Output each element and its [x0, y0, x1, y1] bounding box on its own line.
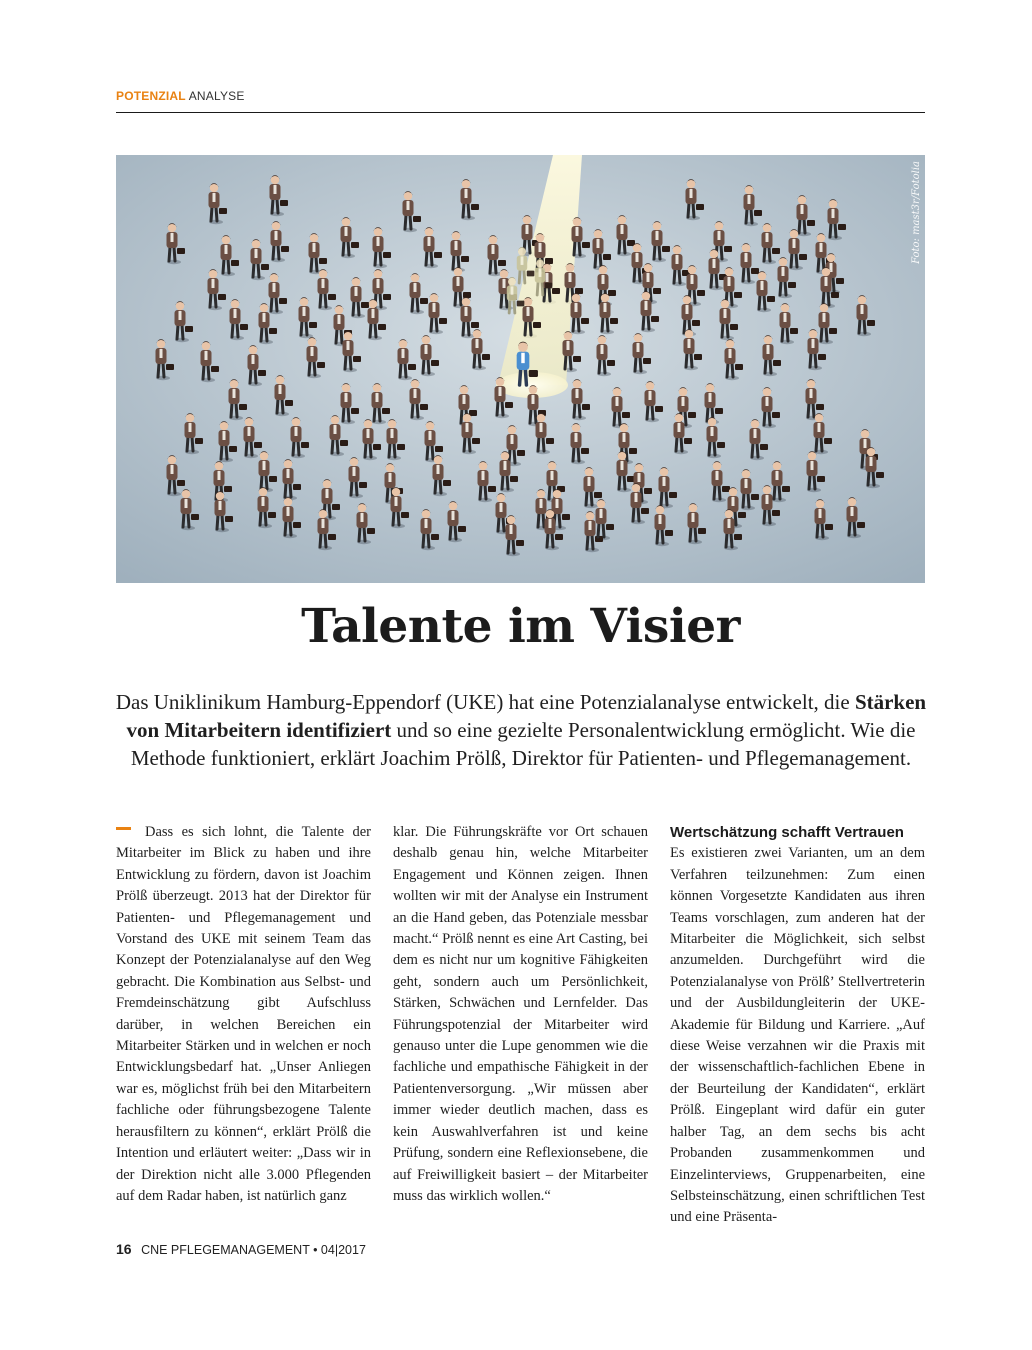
body-column-3	[670, 822, 925, 1229]
lead-text-bold: Stärken von Mitarbeitern identifiziert	[126, 690, 927, 742]
page-footer	[116, 1241, 716, 1257]
subheading: Wertschätzung schafft Vertrauen	[670, 824, 904, 841]
body-text-col2: klar. Die Führungskräfte vor Ort schauen deshalb genau hin, welche Mitarbeiter Engagement und Können zeigen. Ihnen wollten wir mit der Analyse ein Instrument an die Hand geben, das Potenziale messbar macht.“ Prölß nennt es eine Art Casting, bei dem es nicht nur um kognitive Fähigkeiten geht, sondern auch um Persönlichkeit, Stärken, Schwächen und Lernfelder. Das Führungspotenzial der Mitarbeiter wird genauso unter die Lupe genommen wie die fachliche und empathische Fähigkeit in der Patientenversorgung. „Wir müssen aber immer wieder deutlich machen, dass es kein Auswahlverfahren ist und keine Prüfung, sondern eine Reflexionsebene, die auf Freiwilligkeit basiert – der Mitarbeiter muss das wirklich wollen.“	[393, 824, 648, 1204]
publication-info: CNE PFLEGEMANAGEMENT • 04|2017	[141, 1243, 366, 1257]
photo-credit: Foto: mast3r/Fotolia	[911, 161, 922, 264]
article-title: Talente im Visier	[301, 599, 740, 654]
section-accent: POTENZIAL	[116, 89, 186, 103]
orange-dash-marker	[116, 827, 131, 830]
hero-illustration	[116, 155, 925, 583]
page-number: 16	[116, 1241, 132, 1257]
body-text-col1: Dass es sich lohnt, die Talente der Mitarbeiter im Blick zu haben und ihre Entwicklung zu fördern, davon ist Joachim Prölß überzeugt. 2013 hat der Direktor für Patienten- und Pflegemanagement und Vorstand des UKE mit seinem Team das Konzept der Potenzialanalyse auf den Weg gebracht. Die Kombination aus Selbst- und Fremdeinschätzung gibt Aufschluss darüber, in welchen Bereichen ein Mitarbeiter Stärken und in welchen er noch Entwicklungsbedarf hat. „Unser Anliegen war es, möglichst früh bei den Mitarbeitern fachliche oder führungsbezogene Talente herausfiltern zu können“, erklärt Prölß die Intention und erläutert weiter: „Dass wir in der Direktion nicht alle 3.000 Pflegenden auf dem Radar haben, ist natürlich ganz	[116, 824, 371, 1204]
lead-text-end: und so eine gezielte Personalentwicklung ermöglicht. Wie die Methode funktioniert, erklärt Joachim Prölß, Direktor für Patienten- und Pflegemanagement.	[130, 718, 916, 770]
lead-paragraph	[114, 688, 928, 772]
body-column-2	[393, 822, 648, 1207]
body-column-1	[116, 822, 371, 1207]
lead-text-start: Das Uniklinikum Hamburg-Eppendorf (UKE) hat eine Potenzialanalyse entwickelt, die	[115, 690, 855, 714]
crowd-spotlight-illustration	[116, 155, 925, 583]
header-rule	[116, 112, 925, 113]
section-label: ANALYSE	[188, 89, 245, 103]
body-text-col3: Es existieren zwei Varianten, um an dem Verfahren teilzunehmen: Zum einen können Vorgesetzte Kandidaten aus ihren Teams vorschlagen, zum anderen hat der Mitarbeiter die Möglichkeit, sich selbst anzumelden. Durchgeführt wird die Potenzialanalyse von Prölß’ Stellvertreterin und der Ausbildungleiterin der UKE-Akademie für Bildung und Karriere. „Auf diese Weise verzahnen wir die Praxis mit der wissenschaftlich-fachlichen Ebene in der Beurteilung der Kandidaten“, erklärt Prölß. Eingeplant wird dafür ein guter halber Tag, an dem sechs bis acht Probanden zusammenkommen und Einzelinterviews, Gruppenarbeiten, eine Selbsteinschätzung, einen schriftlichen Test und eine Präsenta-	[670, 845, 925, 1226]
section-header	[116, 89, 925, 103]
